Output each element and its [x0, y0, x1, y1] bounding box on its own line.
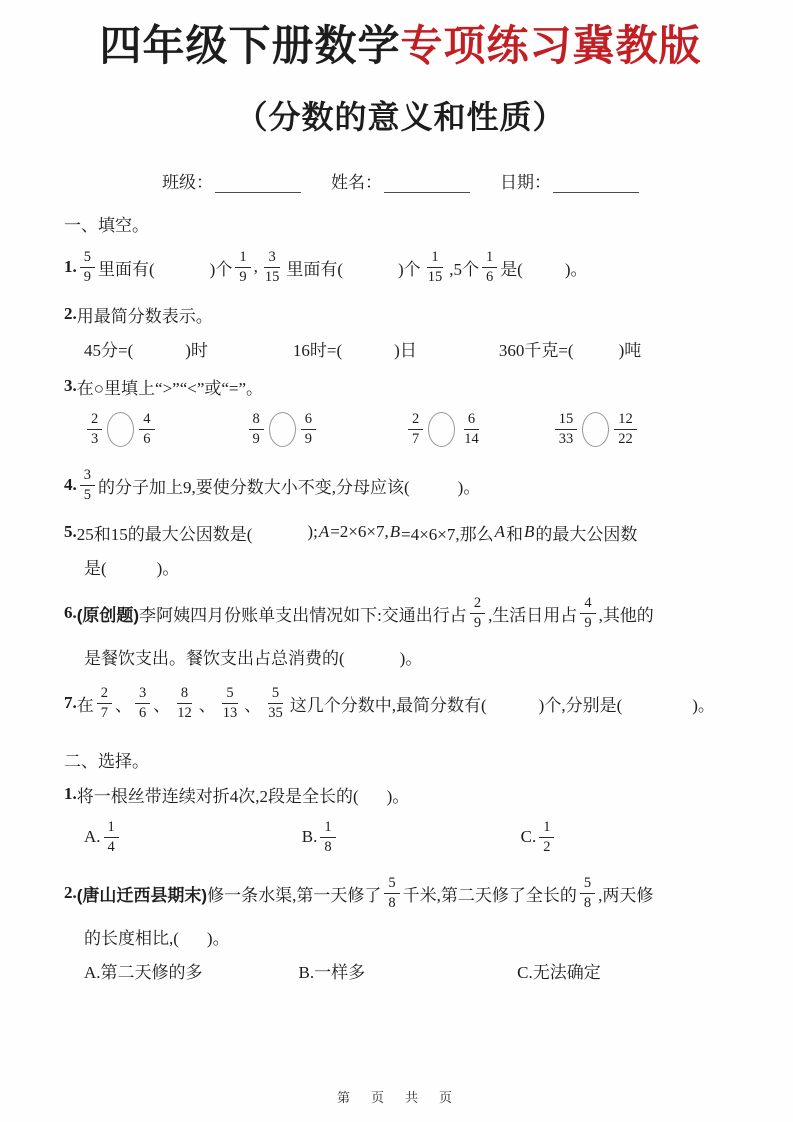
question-number: 5. [64, 522, 77, 542]
answer-blank-space [339, 837, 521, 838]
fraction-denominator: 8 [583, 894, 592, 911]
page-footer: 第 页 共 页 [336, 1090, 456, 1105]
fraction-numerator: 1 [104, 819, 119, 838]
answer-blank-space [342, 348, 394, 349]
text-segment: 360千克=( [498, 340, 574, 360]
text-segment: )个,分别是( [538, 695, 623, 715]
name-label: 姓名： [331, 173, 382, 193]
answer-blank-space [486, 429, 552, 430]
answer-blank-space [365, 970, 517, 971]
text-segment: 在○里填上“>”“<”或“=”。 [76, 378, 264, 398]
fraction-denominator: 14 [464, 430, 479, 447]
question-line [84, 919, 737, 953]
question-line [64, 369, 737, 403]
fraction [249, 411, 264, 447]
meta-row [64, 168, 737, 193]
fraction-denominator: 4 [107, 838, 115, 855]
fraction-numerator: 5 [384, 875, 399, 894]
class-blank-input[interactable] [215, 176, 301, 193]
fraction-numerator: 8 [249, 411, 264, 430]
fraction [173, 685, 196, 721]
fraction-denominator: 13 [222, 704, 238, 721]
name-blank-input[interactable] [384, 176, 470, 193]
question-line [84, 331, 737, 365]
question-line [84, 811, 737, 863]
fraction-numerator: 1 [427, 249, 442, 268]
date-label: 日期： [500, 173, 551, 193]
fraction-denominator: 15 [427, 268, 443, 285]
comparison-circle[interactable] [428, 412, 455, 447]
fraction [580, 595, 595, 631]
text-segment: 是( [84, 558, 107, 578]
fraction [614, 411, 637, 447]
fraction-numerator: 2 [470, 595, 485, 614]
page-title-red: 专项练习冀教版 [400, 22, 702, 69]
text-segment: )。 [564, 259, 588, 279]
question-number: 1. [64, 257, 77, 277]
question-line [64, 297, 737, 331]
choice-questions [64, 777, 737, 987]
fraction [87, 411, 102, 447]
fraction [80, 467, 95, 503]
fill-question-1 [64, 241, 737, 293]
text-segment: 的分子加上9,要使分数大小不变,分母应该( [98, 477, 410, 497]
fraction-numerator: 6 [464, 411, 479, 430]
answer-blank-space [343, 267, 398, 268]
text-segment: ,5个 [449, 259, 479, 279]
text-segment: A.第二天修的多 [84, 962, 203, 982]
answer-blank-space [158, 429, 246, 430]
fraction [384, 875, 399, 911]
date-field [500, 168, 639, 193]
question-line [64, 777, 737, 811]
fraction [219, 685, 242, 721]
page-title [64, 22, 737, 70]
text-segment: )个 [398, 259, 421, 279]
text-segment: )吨 [618, 340, 642, 360]
fill-questions [64, 241, 737, 729]
text-segment: 的最大公因数 [535, 524, 638, 544]
text-segment: ,生活日用占 [488, 605, 578, 625]
text-segment: 、 [244, 695, 262, 715]
class-field [162, 168, 301, 193]
fraction-denominator: 6 [143, 430, 151, 447]
question-number: 7. [64, 693, 77, 713]
page-subtitle: （分数的意义和性质） [235, 99, 566, 136]
fraction-denominator: 6 [139, 704, 147, 721]
variable: B [524, 522, 535, 542]
fraction-numerator: 1 [235, 249, 250, 268]
comparison-circle[interactable] [582, 412, 609, 447]
page-title-black: 四年级下册数学 [99, 22, 401, 69]
text-segment: 、 [198, 695, 216, 715]
choice-section [64, 743, 737, 987]
text-segment: B.一样多 [298, 962, 366, 982]
question-line [84, 639, 737, 673]
fraction [408, 411, 423, 447]
fraction [80, 249, 95, 285]
fraction [555, 411, 578, 447]
answer-blank-space [345, 656, 400, 657]
fraction-numerator: 12 [614, 411, 637, 430]
question-tag: (原创题) [76, 605, 140, 625]
question-number: 2. [64, 883, 77, 903]
fraction-denominator: 15 [264, 268, 280, 285]
fill-section-heading: 一、填空。 [64, 215, 149, 235]
text-segment: 修一条水渠,第一天修了 [207, 885, 382, 905]
text-segment: 45分=( [84, 340, 134, 360]
fill-question-2 [64, 297, 737, 365]
comparison-circle[interactable] [107, 412, 134, 447]
fraction [539, 819, 554, 855]
fraction-denominator: 7 [412, 430, 420, 447]
fraction-numerator: 15 [555, 411, 578, 430]
text-segment: 和 [506, 524, 524, 544]
question-number: 2. [64, 304, 77, 324]
text-segment: 、 [153, 695, 171, 715]
answer-blank-space [107, 566, 157, 567]
text-segment: 里面有( [98, 259, 155, 279]
text-segment: )时 [185, 340, 208, 360]
question-line [64, 677, 737, 729]
text-segment: )日 [394, 340, 417, 360]
fill-in-section [64, 207, 737, 729]
question-number: 6. [64, 603, 77, 623]
text-segment: )。 [156, 558, 180, 578]
variable: A [494, 522, 506, 542]
text-segment: )。 [692, 695, 715, 715]
text-segment: C.无法确定 [517, 962, 601, 982]
answer-blank-space [133, 348, 185, 349]
question-line [84, 549, 737, 583]
question-line [84, 403, 737, 455]
question-line [64, 587, 737, 639]
text-segment: B. [301, 827, 318, 847]
fraction-denominator: 9 [83, 268, 91, 285]
fraction [135, 685, 150, 721]
fraction-numerator: 8 [177, 685, 192, 704]
fraction-denominator: 9 [584, 614, 592, 631]
text-segment: )。 [386, 786, 410, 806]
comparison-circle[interactable] [269, 412, 296, 447]
fraction-denominator: 9 [252, 430, 260, 447]
fraction [460, 411, 483, 447]
choice-question-2 [64, 867, 737, 987]
question-line [64, 867, 737, 919]
fraction-denominator: 5 [83, 486, 91, 503]
fraction [320, 819, 335, 855]
text-segment: 里面有( [286, 259, 344, 279]
text-segment: )个 [209, 259, 233, 279]
answer-blank-space [179, 936, 207, 937]
answer-blank-space [122, 837, 302, 838]
fraction-denominator: 33 [558, 430, 574, 447]
fill-question-4 [64, 459, 737, 511]
fraction-denominator: 9 [473, 614, 482, 631]
answer-blank-space [487, 703, 539, 704]
question-line [64, 459, 737, 511]
text-segment: 将一根丝带连续对折4次,2段是全长的( [76, 786, 359, 806]
fraction [580, 875, 595, 911]
fraction [470, 595, 485, 631]
fraction-numerator: 3 [135, 685, 150, 704]
fraction-numerator: 5 [580, 875, 595, 894]
answer-blank-space [622, 703, 692, 704]
text-segment: )。 [399, 648, 423, 668]
question-number: 3. [64, 376, 77, 396]
answer-blank-space [319, 429, 405, 430]
answer-blank-space [574, 348, 619, 349]
fraction [104, 819, 119, 855]
choice-section-heading: 二、选择。 [64, 751, 149, 771]
text-segment: A. [84, 827, 101, 847]
question-tag: (唐山迁西县期末) [76, 885, 208, 905]
fraction-denominator: 8 [324, 838, 332, 855]
answer-blank-space [417, 348, 499, 349]
fraction-denominator: 9 [304, 430, 312, 447]
text-segment: 16时=( [292, 340, 343, 360]
question-number: 1. [64, 784, 77, 804]
fraction-denominator: 22 [618, 430, 633, 447]
fraction [301, 411, 316, 447]
fraction [235, 249, 250, 285]
fraction [97, 685, 112, 721]
answer-blank-space [155, 267, 210, 268]
fraction-numerator: 4 [139, 411, 154, 430]
text-segment: )。 [457, 477, 481, 497]
text-segment: ,其他的 [598, 605, 654, 625]
fraction-numerator: 3 [264, 249, 279, 268]
variable: B [389, 522, 401, 542]
answer-blank-space [208, 348, 293, 349]
text-segment: =2×6×7, [330, 522, 389, 542]
answer-blank-space [359, 794, 387, 795]
fill-question-6 [64, 587, 737, 673]
fraction [424, 249, 447, 285]
text-segment: 在 [76, 695, 94, 715]
fraction-numerator: 6 [301, 411, 316, 430]
answer-blank-space [410, 485, 458, 486]
fraction-denominator: 9 [239, 268, 247, 285]
text-segment: 这几个分数中,最简分数有( [289, 695, 487, 715]
question-line [84, 953, 737, 987]
text-segment: 用最简分数表示。 [76, 306, 213, 326]
text-segment: , [253, 257, 258, 277]
fraction-numerator: 1 [320, 819, 335, 838]
question-line [64, 515, 737, 549]
text-segment: 是餐饮支出。餐饮支出占总消费的( [84, 648, 345, 668]
fraction-denominator: 12 [177, 704, 192, 721]
fraction-numerator: 5 [80, 249, 95, 268]
fraction-denominator: 8 [388, 894, 396, 911]
fraction-numerator: 1 [539, 819, 554, 838]
class-label: 班级： [162, 173, 213, 193]
text-segment: 的长度相比,( [84, 928, 179, 948]
answer-blank-space [203, 970, 299, 971]
text-segment: 25和15的最大公因数是( [76, 524, 253, 544]
fraction-numerator: 2 [97, 685, 112, 704]
fraction-denominator: 3 [91, 430, 99, 447]
fraction [139, 411, 154, 447]
fraction-numerator: 3 [80, 467, 95, 486]
date-blank-input[interactable] [553, 176, 639, 193]
fraction-numerator: 5 [222, 685, 237, 704]
fraction-numerator: 5 [268, 685, 283, 704]
name-field [331, 168, 470, 193]
answer-blank-space [252, 532, 307, 533]
question-line [64, 241, 737, 293]
text-segment: =4×6×7,那么 [401, 524, 494, 544]
fill-question-5 [64, 515, 737, 583]
text-segment: 李阿姨四月份账单支出情况如下:交通出行占 [139, 605, 467, 625]
fraction-numerator: 1 [482, 249, 497, 268]
fraction-denominator: 7 [100, 704, 108, 721]
fraction-numerator: 2 [408, 411, 423, 430]
question-number: 4. [64, 475, 77, 495]
text-segment: 、 [115, 695, 132, 715]
text-segment: ,两天修 [598, 885, 654, 905]
variable: A [318, 522, 330, 542]
fraction-denominator: 35 [268, 704, 283, 721]
text-segment: C. [520, 827, 537, 847]
fill-question-7 [64, 677, 737, 729]
fraction-denominator: 2 [543, 838, 551, 855]
fraction-denominator: 6 [485, 268, 494, 285]
fill-question-3 [64, 369, 737, 455]
text-segment: ); [307, 522, 318, 542]
text-segment: 是( [500, 259, 523, 279]
choice-question-1 [64, 777, 737, 863]
fraction-numerator: 4 [580, 595, 595, 614]
fraction-numerator: 2 [87, 411, 102, 430]
fraction [264, 685, 287, 721]
text-segment: 千米,第二天修了全长的 [402, 885, 577, 905]
fraction [261, 249, 284, 285]
fraction [482, 249, 497, 285]
answer-blank-space [523, 267, 565, 268]
text-segment: )。 [206, 928, 230, 948]
